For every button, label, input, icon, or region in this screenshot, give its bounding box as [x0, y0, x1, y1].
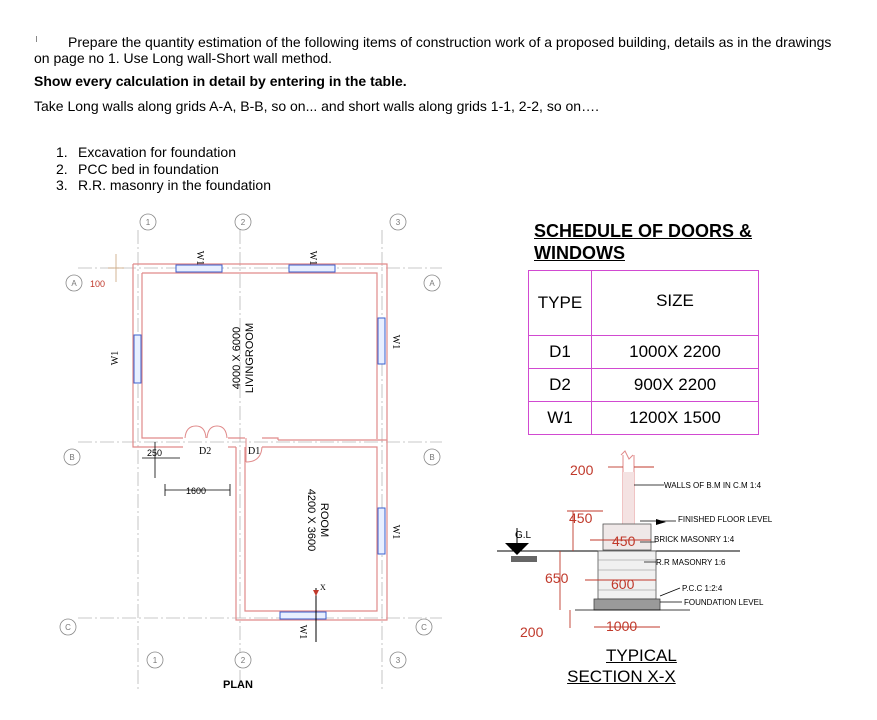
svg-text:B: B [69, 453, 75, 462]
earth-hatch [511, 556, 537, 562]
grid-bubble-top-3 [390, 214, 406, 230]
svg-text:A: A [429, 279, 435, 288]
grid-bubble-bottom-1 [147, 652, 163, 668]
svg-text:2: 2 [240, 656, 246, 665]
label-pcc: P.C.C 1:2:4 [682, 584, 723, 593]
svg-text:3: 3 [395, 656, 401, 665]
svg-text:3: 3 [395, 218, 401, 227]
svg-text:1: 1 [152, 656, 158, 665]
row-size: 1000X 2200 [592, 336, 759, 369]
window-label: W1 [307, 250, 318, 266]
grid-bubble-top-2 [235, 214, 251, 230]
ffl-arrow-icon [656, 519, 666, 525]
header-size: SIZE [592, 271, 759, 336]
intro-line-2: on page no 1. Use Long wall-Short wall method. [34, 50, 333, 66]
instruction-bold: Show every calculation in detail by entering in the table. [34, 73, 407, 89]
svg-text:C: C [421, 623, 427, 632]
row-type: W1 [529, 402, 592, 435]
dimension-100-label: 100 [90, 279, 106, 289]
living-room-size: 4000 X 6000 [231, 326, 243, 390]
instruction-walls: Take Long walls along grids A-A, B-B, so on... and short walls along grids 1-1, 2-2, so on…. [34, 98, 599, 114]
dim-650: 650 [545, 570, 569, 586]
grid-bubble-left-b [64, 449, 80, 465]
table-row [529, 336, 759, 369]
pcc-bed-block [594, 599, 660, 610]
schedule-title [534, 220, 752, 264]
grid-bubble-right-b [424, 449, 440, 465]
section-title-line2: SECTION X-X [567, 667, 676, 686]
grid-bubble-bottom-2 [235, 652, 251, 668]
table-row [529, 369, 759, 402]
door-d1-label: D1 [248, 446, 261, 457]
svg-text:1: 1 [145, 218, 151, 227]
grid-bubble-left-a [66, 275, 82, 291]
section-title [566, 645, 677, 687]
dim-450-brick: 450 [612, 533, 636, 549]
svg-text:A: A [71, 279, 77, 288]
window-label: W1 [110, 350, 121, 366]
section-arrow-icon [313, 590, 319, 596]
intro-line-1: Prepare the quantity estimation of the following items of construction work of a proposed building, details as in the drawings [68, 34, 832, 50]
task-item: 3. R.R. masonry in the foundation [56, 177, 271, 193]
row-size: 900X 2200 [592, 369, 759, 402]
window-label: W1 [194, 250, 205, 266]
header-type: TYPE [529, 271, 592, 336]
label-rr: R.R MASONRY 1:6 [656, 558, 726, 567]
dim-200-top: 200 [570, 462, 594, 478]
schedule-header-row [529, 271, 759, 336]
svg-text:2: 2 [240, 218, 246, 227]
dim-1000: 1000 [606, 618, 638, 634]
svg-text:B: B [429, 453, 435, 462]
ground-level-label: G.L [515, 530, 532, 541]
task-item: 1. Excavation for foundation [56, 144, 236, 160]
dimension-100 [108, 254, 124, 282]
ground-level-icon [505, 543, 529, 555]
dim-450: 450 [569, 510, 593, 526]
grid-bubble-right-a [424, 275, 440, 291]
row-type: D2 [529, 369, 592, 402]
section-title-line1: TYPICAL [606, 646, 677, 665]
dim-200-bottom: 200 [520, 624, 544, 640]
section-mark-label: X [320, 583, 326, 592]
label-foundation: FOUNDATION LEVEL [684, 598, 764, 607]
window-label: W1 [390, 524, 401, 540]
row-type: D1 [529, 336, 592, 369]
grid-bubble-left-c [60, 619, 76, 635]
room-name: ROOM [318, 502, 330, 538]
door-d2 [185, 426, 227, 438]
row-size: 1200X 1500 [592, 402, 759, 435]
room-size: 4200 X 3600 [305, 488, 317, 552]
label-walls: WALLS OF B.M IN C.M 1:4 [664, 481, 762, 490]
living-room-name: LIVINGROOM [244, 322, 256, 394]
schedule-title-line2: WINDOWS [534, 243, 625, 263]
task-item: 2. PCC bed in foundation [56, 160, 219, 177]
label-ffl: FINISHED FLOOR LEVEL [678, 515, 773, 524]
svg-text:C: C [65, 623, 71, 632]
schedule-table [528, 270, 759, 435]
dimension-250-label: 250 [147, 448, 163, 458]
table-row [529, 402, 759, 435]
grid-bubble-top-1 [140, 214, 156, 230]
window-label: W1 [390, 334, 401, 350]
dimension-1600-label: 1600 [186, 486, 207, 496]
schedule-title-line1: SCHEDULE OF DOORS & [534, 221, 753, 241]
grid-bubble-right-c [416, 619, 432, 635]
window-label: W1 [297, 624, 308, 640]
door-d2-label: D2 [199, 446, 212, 457]
dim-600: 600 [611, 576, 635, 592]
grid-bubble-bottom-3 [390, 652, 406, 668]
plan-title: PLAN [223, 679, 253, 691]
label-brick: BRICK MASONRY 1:4 [654, 535, 735, 544]
